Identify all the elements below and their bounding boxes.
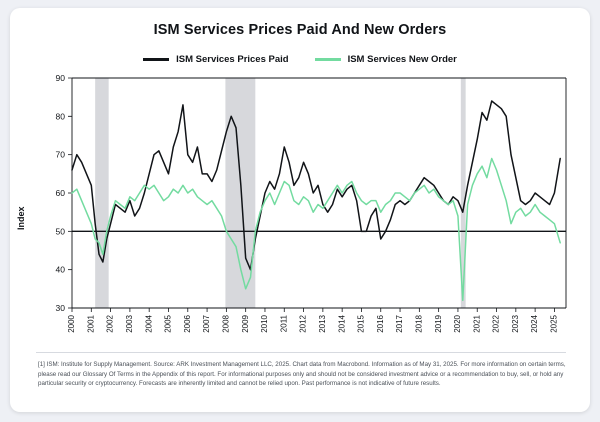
legend-label-prices-paid: ISM Services Prices Paid — [176, 54, 289, 65]
y-tick-label: 60 — [55, 188, 65, 198]
footnote-text: [1] ISM: Institute for Supply Management. Source: ARK Investment Management LLC, 2025. Chart data from Macrobond. Information as of May 31, 2025. For more information on certain terms, please read our Glossary Of Terms in the Appendix of this report. For informational purposes only and should not be considered investment advice or a recommendation to buy, sell, or hold any particular security or cryptocurrency. Forecasts are inherently limited and cannot be relied upon. Past performance is not indicative of future results. — [38, 361, 566, 388]
x-tick-label: 2008 — [221, 315, 231, 333]
legend-swatch-new-order — [315, 58, 341, 61]
x-tick-label: 2020 — [453, 315, 463, 333]
x-tick-label: 2001 — [86, 315, 96, 333]
x-tick-label: 2005 — [163, 315, 173, 333]
legend-item-prices-paid — [143, 54, 288, 65]
x-tick-label: 2009 — [240, 315, 250, 333]
x-tick-label: 2010 — [260, 315, 270, 333]
x-tick-label: 2011 — [279, 315, 289, 333]
legend-label-new-order: ISM Services New Order — [347, 54, 457, 65]
x-tick-label: 2022 — [491, 315, 501, 333]
legend-swatch-prices-paid — [143, 58, 169, 61]
x-tick-label: 2019 — [433, 315, 443, 333]
x-tick-label: 2015 — [356, 315, 366, 333]
x-tick-label: 2012 — [298, 315, 308, 333]
x-tick-label: 2006 — [182, 315, 192, 333]
x-tick-label: 2002 — [105, 315, 115, 333]
x-tick-label: 2024 — [530, 315, 540, 333]
y-tick-label: 40 — [55, 264, 65, 275]
y-axis-label: Index — [16, 206, 26, 230]
x-tick-label: 2017 — [395, 315, 405, 333]
y-tick-label: 90 — [55, 73, 65, 83]
x-tick-label: 2021 — [472, 315, 482, 333]
y-tick-label: 50 — [55, 226, 65, 237]
y-tick-label: 30 — [55, 303, 65, 313]
chart-card — [10, 8, 590, 412]
legend-item-new-order — [315, 54, 457, 65]
y-tick-label: 70 — [55, 149, 65, 160]
x-tick-label: 2004 — [144, 315, 154, 333]
x-tick-label: 2018 — [414, 315, 424, 333]
footnote-divider — [36, 352, 566, 353]
x-tick-label: 2023 — [510, 315, 520, 333]
x-tick-label: 2025 — [549, 315, 559, 333]
page-title: ISM Services Prices Paid And New Orders — [153, 22, 447, 38]
recession-band — [95, 78, 109, 308]
plot-area — [10, 70, 590, 338]
series-line-new-order — [72, 159, 560, 301]
x-tick-label: 2014 — [337, 315, 347, 333]
y-tick-label: 80 — [55, 111, 65, 122]
x-tick-label: 2013 — [317, 315, 327, 333]
x-tick-label: 2007 — [202, 315, 212, 333]
x-tick-label: 2016 — [375, 315, 385, 333]
chart-svg — [10, 70, 590, 338]
x-tick-label: 2000 — [67, 315, 77, 333]
chart-legend — [10, 54, 590, 65]
x-tick-label: 2003 — [125, 315, 134, 333]
